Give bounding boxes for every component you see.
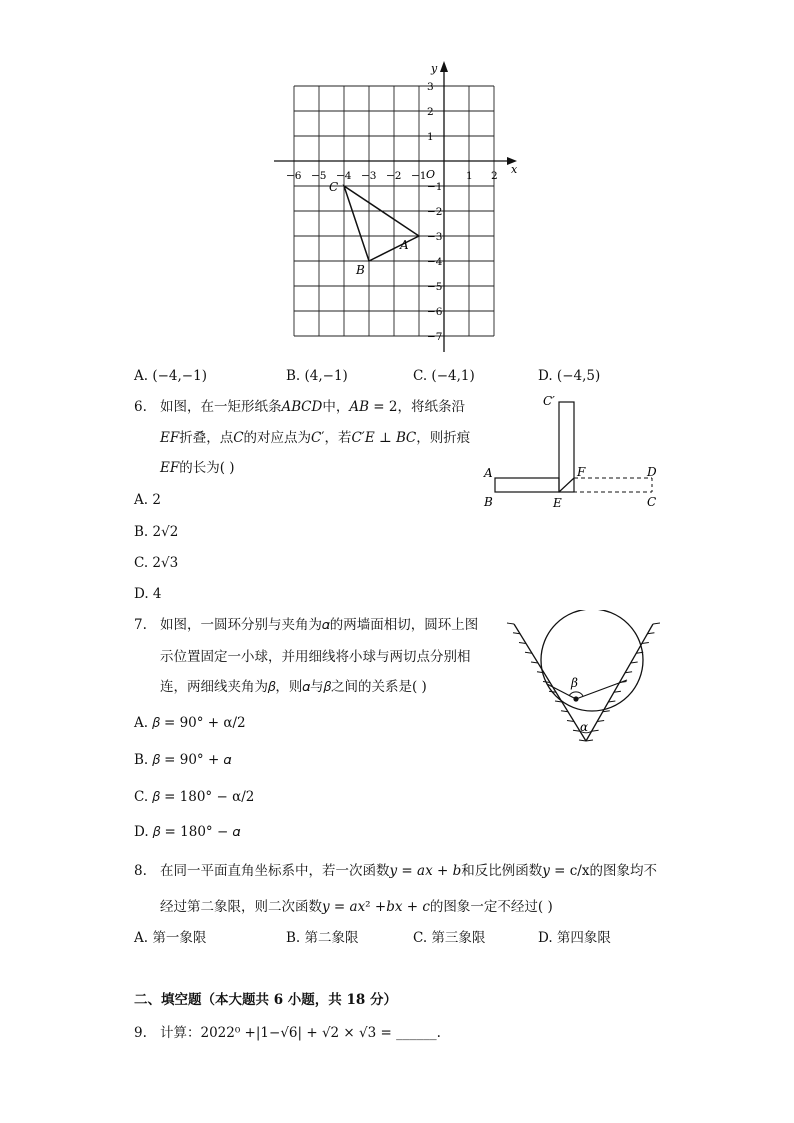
q8-number: 8.	[134, 863, 147, 879]
q7-stem-line2: 示位置固定一小球，并用细线将小球与两切点分别相	[160, 649, 471, 665]
x-tick-label: −4	[336, 170, 352, 182]
q5-option-a[interactable]: A. (−4,−1)	[134, 368, 207, 384]
x-tick-label: −2	[386, 170, 402, 182]
ring-circle	[541, 610, 643, 711]
string-right	[576, 680, 627, 699]
y-tick-label: −4	[427, 256, 443, 268]
y-tick-label: −6	[427, 306, 443, 318]
label-a: A	[484, 466, 493, 480]
q7-number: 7.	[134, 617, 147, 633]
label-b: B	[484, 495, 493, 509]
q7-option-b[interactable]: B. 𝛽 = 90° + 𝛼	[134, 752, 232, 768]
y-tick-label: 2	[427, 106, 434, 118]
q8-option-c[interactable]: C. 第三象限	[413, 930, 486, 946]
label-f: F	[577, 465, 586, 479]
y-axis-label: y	[431, 62, 438, 75]
q6-number: 6.	[134, 399, 147, 415]
x-tick-label: −5	[311, 170, 327, 182]
q8-stem-line2: 经过第二象限，则二次函数𝑦 = 𝑎𝑥² +𝑏𝑥 + 𝑐的图象一定不经过( )	[160, 899, 553, 915]
q9-text: 计算：2022⁰ +|1−√6| + √2 × √3 = ______.	[160, 1025, 441, 1041]
q6-folded-strip-figure	[476, 390, 666, 512]
x-tick-labels	[286, 170, 498, 182]
q5-coordinate-grid	[270, 58, 530, 358]
y-tick-label: 1	[427, 131, 434, 143]
y-tick-label: −7	[427, 331, 443, 343]
y-tick-label: 3	[427, 81, 434, 93]
q5-option-d[interactable]: D. (−4,5)	[538, 368, 601, 384]
q7-ring-wall-figure	[505, 610, 660, 750]
x-tick-label: 1	[466, 170, 473, 182]
vertex-label-c: C	[329, 180, 339, 194]
q6-stem-line1: 如图，在一矩形纸条𝐴𝐵𝐶𝐷中，𝐴𝐵 = 2，将纸条沿	[160, 399, 465, 415]
crease-ef	[559, 478, 574, 492]
q5-option-c[interactable]: C. (−4,1)	[413, 368, 475, 384]
q7-option-c[interactable]: C. 𝛽 = 180° − α/2	[134, 789, 255, 805]
q6-option-b[interactable]: B. 2√2	[134, 524, 179, 540]
vertex-label-a: A	[400, 238, 409, 252]
y-tick-label: −2	[427, 206, 443, 218]
x-axis-label: x	[511, 163, 518, 176]
small-ball	[573, 696, 578, 701]
q8-option-b[interactable]: B. 第二象限	[286, 930, 359, 946]
section-2-title: 二、填空题（本大题共 6 小题，共 18 分）	[134, 992, 397, 1008]
label-alpha: α	[580, 720, 589, 734]
x-tick-label: −1	[411, 170, 427, 182]
label-c-prime: C′	[543, 394, 555, 408]
q8-option-a[interactable]: A. 第一象限	[134, 930, 207, 946]
q9-number: 9.	[134, 1025, 147, 1041]
q7-option-a[interactable]: A. 𝛽 = 90° + α/2	[134, 715, 246, 731]
label-beta: β	[571, 676, 578, 690]
q5-option-b[interactable]: B. (4,−1)	[286, 368, 348, 384]
q6-option-c[interactable]: C. 2√3	[134, 555, 179, 571]
x-tick-label: −3	[361, 170, 377, 182]
label-e: E	[553, 496, 562, 510]
hatch-left	[507, 623, 514, 624]
y-tick-label: −3	[427, 231, 443, 243]
q7-stem-line1: 如图，一圆环分别与夹角为𝛼的两墙面相切，圆环上图	[160, 617, 479, 633]
q8-option-d[interactable]: D. 第四象限	[538, 930, 611, 946]
strip-folded	[559, 402, 574, 492]
q6-option-a[interactable]: A. 2	[134, 492, 161, 508]
y-tick-label: −5	[427, 281, 443, 293]
label-c: C	[647, 495, 657, 509]
origin-label: O	[426, 168, 436, 181]
vertex-label-b: B	[356, 263, 365, 277]
q6-stem-line3: 𝐸𝐹的长为( )	[160, 460, 235, 476]
y-axis-arrow	[440, 61, 448, 72]
x-tick-label: −6	[286, 170, 302, 182]
y-tick-label: −1	[427, 181, 443, 193]
q8-stem-line1: 在同一平面直角坐标系中，若一次函数𝑦 = 𝑎𝑥 + 𝑏和反比例函数𝑦 = c/x的图象均不	[160, 863, 657, 879]
q7-stem-line3: 连，两细线夹角为𝛽，则𝛼与𝛽之间的关系是( )	[160, 679, 427, 695]
q6-stem-line2: 𝐸𝐹折叠，点𝐶的对应点为𝐶′，若𝐶′𝐸 ⊥ 𝐵𝐶，则折痕	[160, 430, 471, 446]
strip-left	[495, 478, 559, 492]
label-d: D	[647, 465, 657, 479]
x-tick-label: 2	[491, 170, 498, 182]
grid-lines	[294, 86, 494, 336]
y-tick-labels	[427, 81, 443, 343]
q6-option-d[interactable]: D. 4	[134, 586, 162, 602]
q7-option-d[interactable]: D. 𝛽 = 180° − 𝛼	[134, 824, 241, 840]
angle-beta-arc	[569, 692, 583, 696]
hatch-right	[653, 623, 660, 624]
